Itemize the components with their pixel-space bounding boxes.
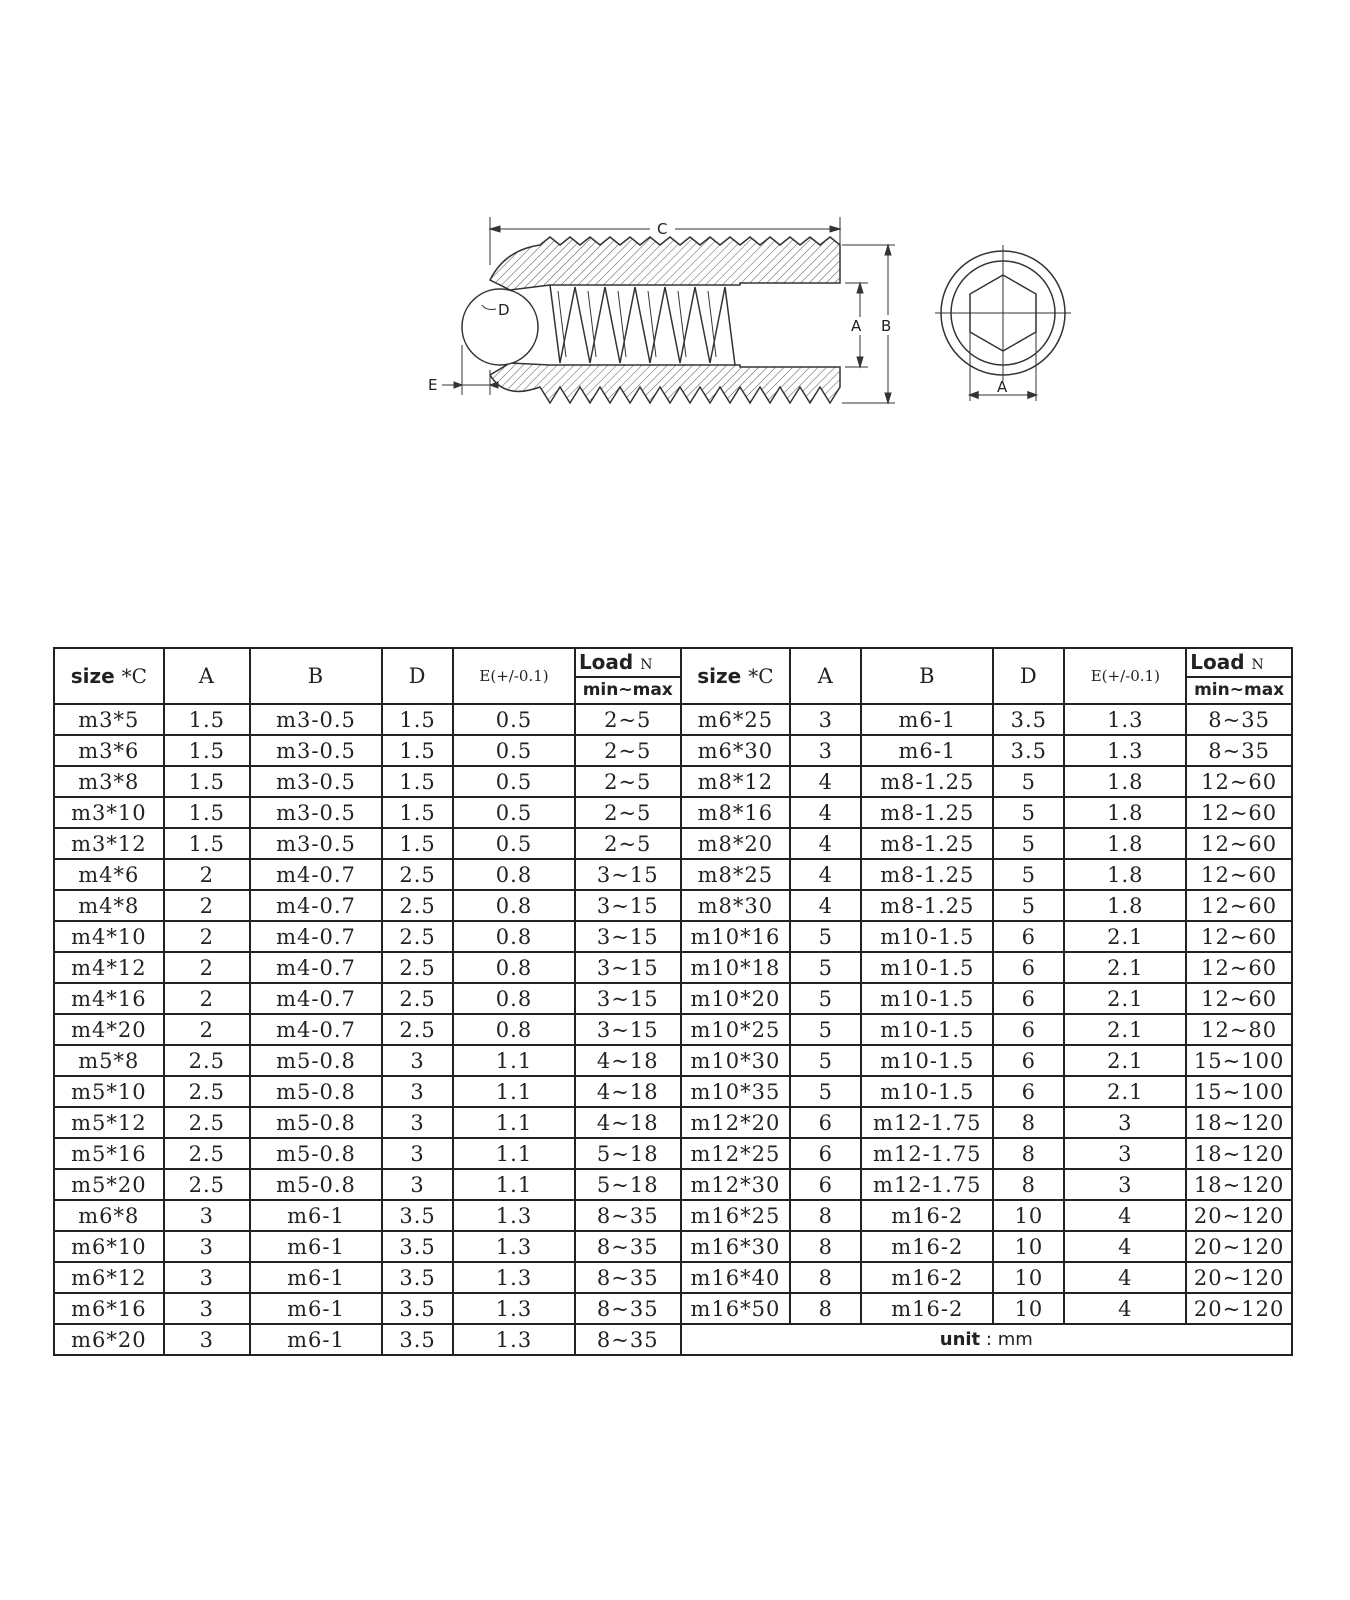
table-cell: 8~35	[1186, 735, 1292, 766]
unit-sep: :	[985, 1329, 992, 1350]
table-cell: 12~60	[1186, 828, 1292, 859]
table-cell: m8*30	[681, 890, 791, 921]
table-cell: 2	[164, 859, 250, 890]
table-cell: 2.1	[1064, 1076, 1186, 1107]
table-cell: m5-0.8	[250, 1107, 382, 1138]
table-cell: 10	[993, 1262, 1064, 1293]
plunger-technical-drawing	[420, 205, 1100, 435]
table-cell: 8	[790, 1293, 861, 1324]
table-cell: m3*5	[54, 704, 164, 735]
table-row	[54, 1107, 1292, 1138]
table-cell: 6	[993, 1014, 1064, 1045]
table-cell: 5	[790, 952, 861, 983]
table-cell: 18~120	[1186, 1169, 1292, 1200]
table-cell: 18~120	[1186, 1138, 1292, 1169]
table-cell: 0.5	[453, 797, 575, 828]
unit-value: mm	[997, 1329, 1033, 1350]
table-row	[54, 983, 1292, 1014]
table-cell: 1.5	[382, 735, 453, 766]
table-cell: 8~35	[575, 1231, 681, 1262]
table-cell: m5-0.8	[250, 1076, 382, 1107]
table-cell: 1.5	[164, 735, 250, 766]
table-cell: 8~35	[575, 1293, 681, 1324]
table-row	[54, 1138, 1292, 1169]
table-cell: m4*10	[54, 921, 164, 952]
table-cell: 2.5	[164, 1138, 250, 1169]
table-cell: 2.1	[1064, 921, 1186, 952]
table-cell: 20~120	[1186, 1262, 1292, 1293]
table-cell: 6	[993, 921, 1064, 952]
table-cell: 0.5	[453, 735, 575, 766]
table-cell: m10-1.5	[861, 983, 993, 1014]
table-cell: m4*12	[54, 952, 164, 983]
table-row	[54, 1262, 1292, 1293]
table-cell: m4-0.7	[250, 983, 382, 1014]
table-cell: m6-1	[250, 1324, 382, 1355]
table-cell: 1.1	[453, 1076, 575, 1107]
table-cell: 1.1	[453, 1107, 575, 1138]
table-cell: 4	[790, 859, 861, 890]
table-cell: m5*12	[54, 1107, 164, 1138]
table-cell: 0.8	[453, 921, 575, 952]
table-cell: 6	[993, 952, 1064, 983]
table-cell: 2.5	[382, 890, 453, 921]
table-row	[54, 1076, 1292, 1107]
table-cell: 1.5	[382, 828, 453, 859]
dim-label-a: A	[851, 317, 862, 335]
table-cell: 0.8	[453, 952, 575, 983]
table-cell: m16-2	[861, 1231, 993, 1262]
table-cell: 2	[164, 983, 250, 1014]
table-cell: 1.1	[453, 1138, 575, 1169]
unit-note	[681, 1324, 1292, 1355]
table-cell: 6	[993, 1045, 1064, 1076]
table-cell: m16-2	[861, 1262, 993, 1293]
table-cell: 5	[993, 828, 1064, 859]
table-cell: 3	[1064, 1169, 1186, 1200]
table-cell: m16*40	[681, 1262, 791, 1293]
table-cell: 0.5	[453, 828, 575, 859]
table-cell: 20~120	[1186, 1231, 1292, 1262]
table-cell: 2	[164, 921, 250, 952]
table-cell: 2.1	[1064, 952, 1186, 983]
table-cell: m10*25	[681, 1014, 791, 1045]
table-cell: 4~18	[575, 1107, 681, 1138]
table-cell: 4	[790, 766, 861, 797]
table-cell: m6-1	[861, 704, 993, 735]
table-cell: m12-1.75	[861, 1138, 993, 1169]
table-row	[54, 1169, 1292, 1200]
header-a-left: A	[164, 648, 250, 704]
table-cell: 5	[790, 1014, 861, 1045]
table-cell: 5	[790, 983, 861, 1014]
table-cell: 8~35	[575, 1200, 681, 1231]
table-cell: m8-1.25	[861, 828, 993, 859]
upper-thread-body	[490, 237, 840, 290]
table-row	[54, 735, 1292, 766]
table-cell: 8~35	[1186, 704, 1292, 735]
table-cell: 3	[164, 1262, 250, 1293]
table-cell: m3-0.5	[250, 797, 382, 828]
table-cell: m10-1.5	[861, 1045, 993, 1076]
table-row	[54, 890, 1292, 921]
table-cell: 3	[164, 1200, 250, 1231]
table-cell: 8	[993, 1169, 1064, 1200]
table-cell: 3	[382, 1169, 453, 1200]
table-row	[54, 1324, 1292, 1355]
table-cell: m3*8	[54, 766, 164, 797]
table-row	[54, 766, 1292, 797]
table-cell: m10-1.5	[861, 952, 993, 983]
header-e-left: E(+/-0.1)	[453, 648, 575, 704]
table-cell: 3~15	[575, 859, 681, 890]
table-cell: 4~18	[575, 1045, 681, 1076]
header-d-right: D	[993, 648, 1064, 704]
table-cell: 20~120	[1186, 1200, 1292, 1231]
table-cell: 3.5	[993, 735, 1064, 766]
table-cell: 2.5	[382, 1014, 453, 1045]
table-cell: 2	[164, 1014, 250, 1045]
unit-label: unit	[939, 1329, 981, 1350]
table-cell: m8-1.25	[861, 890, 993, 921]
table-cell: m8-1.25	[861, 797, 993, 828]
table-cell: m8*25	[681, 859, 791, 890]
table-cell: m8*20	[681, 828, 791, 859]
table-cell: 5	[790, 921, 861, 952]
table-row	[54, 1231, 1292, 1262]
table-cell: 12~60	[1186, 766, 1292, 797]
table-cell: 3	[164, 1293, 250, 1324]
table-cell: 1.5	[164, 828, 250, 859]
table-cell: m10-1.5	[861, 921, 993, 952]
table-cell: 5	[790, 1045, 861, 1076]
table-cell: 3~15	[575, 890, 681, 921]
table-cell: 4	[1064, 1231, 1186, 1262]
table-cell: 1.3	[453, 1293, 575, 1324]
dim-label-d: D	[498, 301, 510, 319]
table-row	[54, 859, 1292, 890]
table-row	[54, 1014, 1292, 1045]
header-size-left: size *C	[54, 648, 164, 704]
table-cell: 2	[164, 890, 250, 921]
table-cell: m5-0.8	[250, 1138, 382, 1169]
table-cell: m3-0.5	[250, 735, 382, 766]
table-cell: 1.5	[382, 797, 453, 828]
table-row	[54, 1045, 1292, 1076]
table-cell: 1.5	[164, 704, 250, 735]
table-cell: 12~80	[1186, 1014, 1292, 1045]
table-cell: m3-0.5	[250, 766, 382, 797]
table-cell: m6-1	[250, 1231, 382, 1262]
table-cell: 8	[790, 1231, 861, 1262]
table-cell: 4	[1064, 1293, 1186, 1324]
table-row	[54, 828, 1292, 859]
header-b-left: B	[250, 648, 382, 704]
table-cell: 3	[382, 1076, 453, 1107]
table-cell: m6*25	[681, 704, 791, 735]
table-cell: m6*20	[54, 1324, 164, 1355]
table-cell: 2.1	[1064, 1014, 1186, 1045]
table-cell: 4	[790, 797, 861, 828]
table-cell: 12~60	[1186, 890, 1292, 921]
lower-thread-body	[490, 363, 840, 403]
table-cell: 4	[1064, 1200, 1186, 1231]
table-cell: 5~18	[575, 1138, 681, 1169]
table-cell: 3	[790, 735, 861, 766]
table-cell: 1.8	[1064, 859, 1186, 890]
table-cell: 5	[993, 859, 1064, 890]
table-cell: m4*20	[54, 1014, 164, 1045]
table-cell: m5*10	[54, 1076, 164, 1107]
table-cell: 2.5	[382, 983, 453, 1014]
table-cell: 6	[790, 1169, 861, 1200]
table-cell: m12*30	[681, 1169, 791, 1200]
table-cell: m6*16	[54, 1293, 164, 1324]
table-cell: 8	[790, 1200, 861, 1231]
table-cell: 5~18	[575, 1169, 681, 1200]
dim-label-e: E	[428, 376, 438, 394]
table-cell: 3~15	[575, 983, 681, 1014]
header-b-right: B	[861, 648, 993, 704]
table-cell: 3.5	[382, 1231, 453, 1262]
table-cell: 3~15	[575, 1014, 681, 1045]
table-cell: m4-0.7	[250, 859, 382, 890]
table-cell: m8-1.25	[861, 859, 993, 890]
table-cell: 1.3	[453, 1231, 575, 1262]
table-cell: 15~100	[1186, 1076, 1292, 1107]
table-cell: 10	[993, 1293, 1064, 1324]
table-cell: 3.5	[382, 1200, 453, 1231]
table-cell: m4-0.7	[250, 1014, 382, 1045]
table-cell: 1.5	[382, 766, 453, 797]
table-cell: m5*20	[54, 1169, 164, 1200]
table-cell: 18~120	[1186, 1107, 1292, 1138]
header-load-left: Load N min~max	[575, 648, 681, 704]
table-cell: 1.3	[1064, 735, 1186, 766]
table-cell: m10*30	[681, 1045, 791, 1076]
table-cell: m5*8	[54, 1045, 164, 1076]
table-cell: 8~35	[575, 1262, 681, 1293]
table-cell: 20~120	[1186, 1293, 1292, 1324]
dim-label-hex-a: A	[997, 378, 1008, 396]
header-a-right: A	[790, 648, 861, 704]
table-cell: m3*12	[54, 828, 164, 859]
table-cell: 0.8	[453, 859, 575, 890]
table-cell: 0.5	[453, 766, 575, 797]
table-row	[54, 1200, 1292, 1231]
table-cell: m8-1.25	[861, 766, 993, 797]
table-cell: 2~5	[575, 828, 681, 859]
table-cell: m4-0.7	[250, 921, 382, 952]
table-cell: 2.1	[1064, 983, 1186, 1014]
table-cell: 6	[790, 1107, 861, 1138]
table-cell: m3-0.5	[250, 704, 382, 735]
dim-label-c: C	[657, 220, 668, 238]
table-cell: 2.1	[1064, 1045, 1186, 1076]
table-cell: m8*12	[681, 766, 791, 797]
table-cell: 1.3	[453, 1262, 575, 1293]
table-cell: m16-2	[861, 1293, 993, 1324]
table-cell: m10-1.5	[861, 1014, 993, 1045]
table-cell: m12-1.75	[861, 1169, 993, 1200]
table-cell: m5*16	[54, 1138, 164, 1169]
table-cell: m12*25	[681, 1138, 791, 1169]
table-cell: 15~100	[1186, 1045, 1292, 1076]
table-cell: 3.5	[382, 1293, 453, 1324]
dim-label-b: B	[881, 317, 892, 335]
table-cell: m4-0.7	[250, 952, 382, 983]
table-cell: 0.8	[453, 1014, 575, 1045]
table-cell: 1.3	[453, 1200, 575, 1231]
table-cell: 2.5	[164, 1045, 250, 1076]
table-cell: 12~60	[1186, 797, 1292, 828]
table-cell: m6-1	[250, 1293, 382, 1324]
table-cell: 1.8	[1064, 766, 1186, 797]
table-cell: m16*30	[681, 1231, 791, 1262]
header-load-right: Load N min~max	[1186, 648, 1292, 704]
table-cell: m6-1	[250, 1262, 382, 1293]
table-cell: m6*8	[54, 1200, 164, 1231]
table-cell: 1.5	[382, 704, 453, 735]
table-cell: 8	[993, 1107, 1064, 1138]
table-cell: 2.5	[382, 952, 453, 983]
table-cell: m10*35	[681, 1076, 791, 1107]
table-cell: 2.5	[382, 859, 453, 890]
table-cell: 1.8	[1064, 828, 1186, 859]
table-cell: 4~18	[575, 1076, 681, 1107]
table-cell: 12~60	[1186, 859, 1292, 890]
table-cell: 3	[164, 1231, 250, 1262]
table-cell: m5-0.8	[250, 1045, 382, 1076]
table-cell: 2.5	[382, 921, 453, 952]
table-cell: 2.5	[164, 1107, 250, 1138]
table-cell: 8	[993, 1138, 1064, 1169]
table-cell: m6-1	[861, 735, 993, 766]
table-cell: 3	[382, 1045, 453, 1076]
table-row	[54, 1293, 1292, 1324]
table-cell: 0.8	[453, 890, 575, 921]
table-cell: m3-0.5	[250, 828, 382, 859]
table-cell: m3*10	[54, 797, 164, 828]
table-cell: 6	[993, 983, 1064, 1014]
table-row	[54, 704, 1292, 735]
table-cell: 5	[790, 1076, 861, 1107]
table-cell: 12~60	[1186, 952, 1292, 983]
table-cell: m16*25	[681, 1200, 791, 1231]
table-cell: 2~5	[575, 704, 681, 735]
table-cell: 3	[790, 704, 861, 735]
table-cell: 1.1	[453, 1045, 575, 1076]
table-cell: 1.5	[164, 797, 250, 828]
table-cell: 2~5	[575, 797, 681, 828]
table-cell: 4	[790, 828, 861, 859]
table-cell: m4*6	[54, 859, 164, 890]
table-cell: 8~35	[575, 1324, 681, 1355]
spring	[550, 285, 735, 365]
header-d-left: D	[382, 648, 453, 704]
table-cell: 1.8	[1064, 890, 1186, 921]
table-cell: m5-0.8	[250, 1169, 382, 1200]
table-cell: m6*30	[681, 735, 791, 766]
plunger-side-view	[462, 237, 840, 403]
table-cell: m16*50	[681, 1293, 791, 1324]
table-cell: 4	[790, 890, 861, 921]
table-cell: m6-1	[250, 1200, 382, 1231]
table-cell: 2.5	[164, 1169, 250, 1200]
table-cell: 3.5	[382, 1324, 453, 1355]
table-cell: 1.8	[1064, 797, 1186, 828]
table-cell: 3	[1064, 1138, 1186, 1169]
table-cell: 10	[993, 1200, 1064, 1231]
table-cell: 1.1	[453, 1169, 575, 1200]
table-cell: 2~5	[575, 766, 681, 797]
table-cell: m4-0.7	[250, 890, 382, 921]
table-cell: m4*8	[54, 890, 164, 921]
table-cell: 5	[993, 766, 1064, 797]
spec-table	[53, 647, 1293, 1356]
table-cell: 1.5	[164, 766, 250, 797]
table-cell: 3.5	[382, 1262, 453, 1293]
table-cell: m12-1.75	[861, 1107, 993, 1138]
table-cell: 2	[164, 952, 250, 983]
table-cell: m10*20	[681, 983, 791, 1014]
table-row	[54, 952, 1292, 983]
header-size-right: size *C	[681, 648, 791, 704]
table-cell: m3*6	[54, 735, 164, 766]
table-cell: m10*16	[681, 921, 791, 952]
table-cell: 3.5	[993, 704, 1064, 735]
table-cell: m16-2	[861, 1200, 993, 1231]
table-cell: 6	[790, 1138, 861, 1169]
table-cell: m6*12	[54, 1262, 164, 1293]
table-cell: 6	[993, 1076, 1064, 1107]
table-cell: m8*16	[681, 797, 791, 828]
table-cell: 5	[993, 797, 1064, 828]
table-cell: m12*20	[681, 1107, 791, 1138]
table-cell: 2.5	[164, 1076, 250, 1107]
table-cell: m6*10	[54, 1231, 164, 1262]
table-cell: m10-1.5	[861, 1076, 993, 1107]
table-cell: m4*16	[54, 983, 164, 1014]
table-cell: 3~15	[575, 952, 681, 983]
table-cell: 0.8	[453, 983, 575, 1014]
table-cell: m10*18	[681, 952, 791, 983]
table-cell: 3	[164, 1324, 250, 1355]
table-cell: 3	[1064, 1107, 1186, 1138]
table-cell: 3	[382, 1138, 453, 1169]
table-cell: 2~5	[575, 735, 681, 766]
table-cell: 3~15	[575, 921, 681, 952]
table-header-row	[54, 648, 1292, 704]
table-row	[54, 797, 1292, 828]
table-cell: 3	[382, 1107, 453, 1138]
table-cell: 5	[993, 890, 1064, 921]
table-cell: 1.3	[1064, 704, 1186, 735]
header-e-right: E(+/-0.1)	[1064, 648, 1186, 704]
table-row	[54, 921, 1292, 952]
table-cell: 1.3	[453, 1324, 575, 1355]
table-cell: 10	[993, 1231, 1064, 1262]
table-cell: 12~60	[1186, 921, 1292, 952]
table-cell: 12~60	[1186, 983, 1292, 1014]
spec-table-body	[54, 704, 1292, 1355]
table-cell: 0.5	[453, 704, 575, 735]
table-cell: 8	[790, 1262, 861, 1293]
table-cell: 4	[1064, 1262, 1186, 1293]
